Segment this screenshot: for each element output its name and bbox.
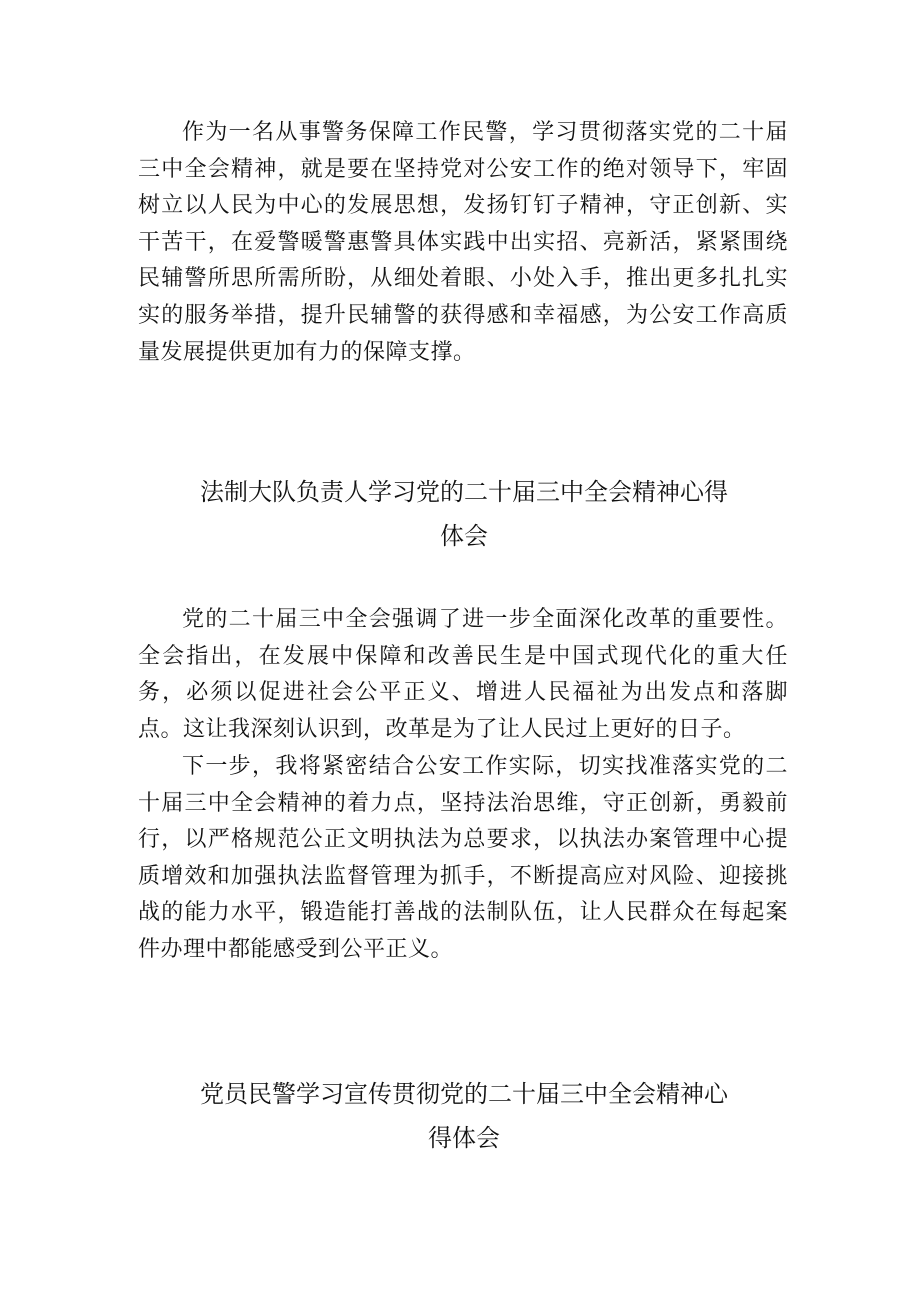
intro-paragraph: 作为一名从事警务保障工作民警，学习贯彻落实党的二十届三中全会精神，就是要在坚持党对公安工作的绝对领导下，牢固树立以人民为中心的发展思想，发扬钉钉子精神，守正创新、实干苦干，在爱警暖警惠警具体实践中出实招、亮新活，紧紧围绕民辅警所思所需所盼，从细处着眼、小处入手，推出更多扎扎实实的服务举措，提升民辅警的获得感和幸福感，为公安工作高质量发展提供更加有力的保障支撑。	[138, 120, 788, 365]
section-2-title: 法制大队负责人学习党的二十届三中全会精神心得体会	[200, 478, 728, 550]
section-2-paragraph-2: 下一步，我将紧密结合公安工作实际，切实找准落实党的二十届三中全会精神的着力点，坚持法治思维，守正创新，勇毅前行，以严格规范公正文明执法为总要求，以执法办案管理中心提质增效和加强执法监督管理为抓手，不断提高应对风险、迎接挑战的能力水平，锻造能打善战的法制队伍，让人民群众在每起案件办理中都能感受到公平正义。	[138, 754, 788, 962]
section-3-title: 党员民警学习宣传贯彻党的二十届三中全会精神心得体会	[200, 1080, 728, 1152]
section-2-paragraph-1: 党的二十届三中全会强调了进一步全面深化改革的重要性。全会指出，在发展中保障和改善民生是中国式现代化的重大任务，必须以促进社会公平正义、增进人民福祉为出发点和落脚点。这让我深刻认识到，改革是为了让人民过上更好的日子。	[138, 607, 788, 742]
